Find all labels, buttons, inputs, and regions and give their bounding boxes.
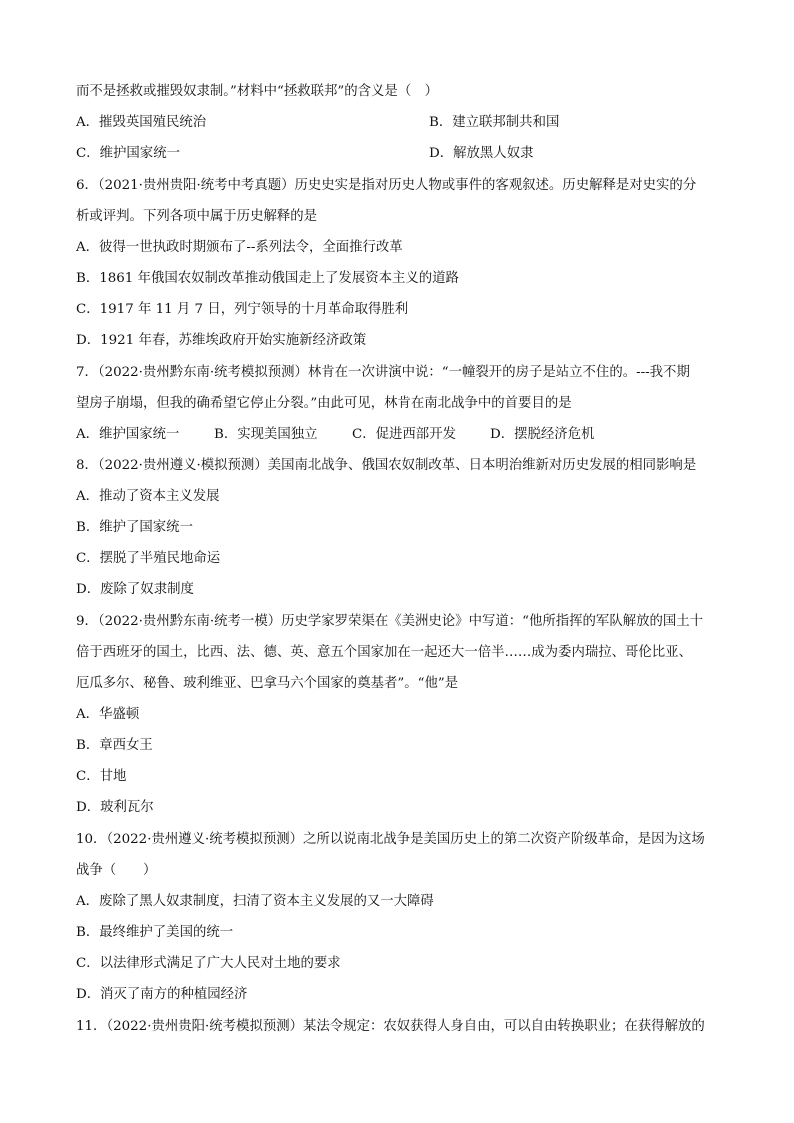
q9-stem-line-3: 厄瓜多尔、秘鲁、玻利维亚、巴拿马六个国家的奠基者”。“他”是 — [76, 676, 459, 691]
q6-option-a: A．彼得一世执政时期颁布了--系列法令，全面推行改革 — [76, 240, 403, 255]
q8-stem-line-1: 8．（2022·贵州遵义·模拟预测）美国南北战争、俄国农奴制改革、日本明治维新对历史发展的相同影响是 — [76, 458, 697, 473]
q9-option-c: C．甘地 — [76, 769, 127, 784]
q10-option-c: C．以法律形式满足了广大人民对土地的要求 — [76, 956, 341, 971]
q7-options-row — [76, 427, 594, 443]
q9-stem-line-2: 倍于西班牙的国土，比西、法、德、英、意五个国家加在一起还大一倍半……成为委内瑞拉、哥伦比亚、 — [76, 645, 692, 660]
q5-stem-tail: 而不是拯救或摧毁奴隶制。”材料中“拯救联邦”的含义是（ ） — [76, 84, 438, 99]
q10-stem-line-2: 战争（ ） — [76, 863, 157, 878]
q10-option-a: A．废除了黑人奴隶制度，扫清了资本主义发展的又一大障碍 — [76, 894, 434, 909]
q9-option-b: B．章西女王 — [76, 738, 153, 753]
q9-option-a: A．华盛顿 — [76, 707, 140, 722]
q7-stem-line-1: 7．（2022·贵州黔东南·统考模拟预测）林肯在一次讲演中说：“一幢裂开的房子是站立不住的。---我不期 — [76, 365, 690, 380]
q5-option-a: A．摧毁英国殖民统治 — [76, 115, 207, 130]
q8-option-b: B．维护了国家统一 — [76, 520, 193, 535]
q10-stem-line-1: 10．（2022·贵州遵义·统考模拟预测）之所以说南北战争是美国历史上的第二次资产阶级革命，是因为这场 — [76, 832, 705, 847]
q9-stem-line-1: 9．（2022·贵州黔东南·统考一模）历史学家罗荣渠在《美洲史论》中写道：“他所指挥的军队解放的国土十 — [76, 614, 704, 629]
q7-stem-line-2: 望房子崩塌，但我的确希望它停止分裂。”由此可见，林肯在南北战争中的首要目的是 — [76, 396, 572, 411]
q5-option-c: C．维护国家统一 — [76, 146, 180, 161]
q10-option-d: D．消灭了南方的种植园经济 — [76, 987, 248, 1002]
q8-option-d: D．废除了奴隶制度 — [76, 582, 194, 597]
q7-option-c: C．促进西部开发 — [352, 427, 456, 442]
q5-option-b: B．建立联邦制共和国 — [429, 115, 560, 130]
q7-option-d: D．摆脱经济危机 — [490, 427, 595, 442]
q5-option-d: D．解放黑人奴隶 — [429, 146, 534, 161]
q6-stem-line-2: 析或评判。下列各项中属于历史解释的是 — [76, 209, 318, 224]
q7-option-a: A．维护国家统一 — [76, 427, 180, 442]
q5-option-row-2 — [76, 146, 534, 162]
q6-stem-line-1: 6．（2021·贵州贵阳·统考中考真题）历史史实是指对历史人物或事件的客观叙述。历史解释是对史实的分 — [76, 178, 697, 193]
q6-option-d: D．1921 年春，苏维埃政府开始实施新经济政策 — [76, 333, 367, 348]
q7-option-b: B．实现美国独立 — [214, 427, 318, 442]
q8-option-a: A．推动了资本主义发展 — [76, 489, 220, 504]
q5-option-row-1 — [76, 115, 560, 131]
q6-option-c: C．1917 年 11 月 7 日，列宁领导的十月革命取得胜利 — [76, 302, 409, 317]
q9-option-d: D．玻利瓦尔 — [76, 800, 154, 815]
q6-option-b: B．1861 年俄国农奴制改革推动俄国走上了发展资本主义的道路 — [76, 271, 459, 286]
q8-option-c: C．摆脱了半殖民地命运 — [76, 551, 221, 566]
q11-stem-line-1: 11．（2022·贵州贵阳·统考模拟预测）某法令规定：农奴获得人身自由，可以自由转换职业；在获得解放的 — [76, 1019, 705, 1034]
q10-option-b: B．最终维护了美国的统一 — [76, 925, 234, 940]
